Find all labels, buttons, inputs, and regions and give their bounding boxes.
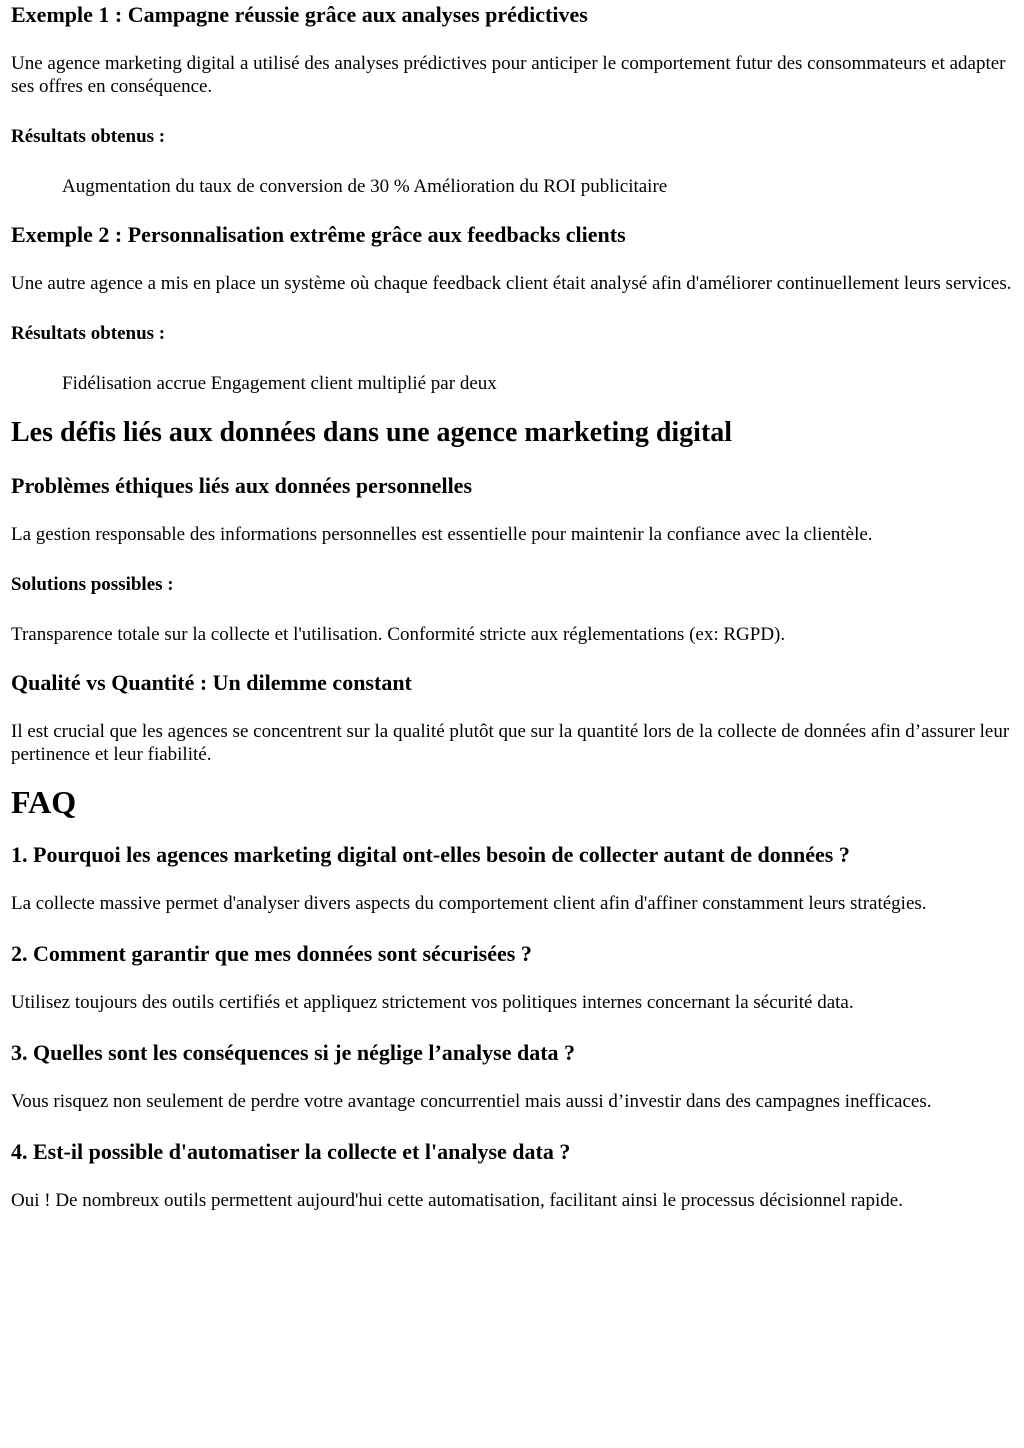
- faq-question-2: 2. Comment garantir que mes données sont sécurisées ?: [11, 941, 532, 966]
- solutions-text: Transparence totale sur la collecte et l'utilisation. Conformité stricte aux réglementations (ex: RGPD).: [11, 624, 786, 645]
- example-2-body: Une autre agence a mis en place un système où chaque feedback client était analysé afin d'améliorer continuellement leurs services.: [11, 273, 1012, 294]
- quality-heading: Qualité vs Quantité : Un dilemme constant: [11, 670, 412, 695]
- ethics-body: La gestion responsable des informations personnelles est essentielle pour maintenir la confiance avec la clientèle.: [11, 524, 873, 545]
- example-1-results-label-text: Résultats obtenus :: [11, 126, 166, 147]
- example-1-results-label: [11, 125, 1013, 148]
- solutions-label: [11, 573, 1013, 596]
- example-1-results: Augmentation du taux de conversion de 30 % Amélioration du ROI publicitaire: [62, 176, 668, 197]
- faq-question-1: 1. Pourquoi les agences marketing digital ont-elles besoin de collecter autant de données ?: [11, 842, 850, 867]
- faq-answer-3: Vous risquez non seulement de perdre votre avantage concurrentiel mais aussi d’investir dans des campagnes inefficaces.: [11, 1091, 932, 1112]
- solutions-label-text: Solutions possibles :: [11, 574, 174, 595]
- faq-question-4: 4. Est-il possible d'automatiser la collecte et l'analyse data ?: [11, 1139, 571, 1164]
- ethics-heading: Problèmes éthiques liés aux données personnelles: [11, 473, 473, 498]
- example-2-results-label-text: Résultats obtenus :: [11, 323, 166, 344]
- faq-answer-4: Oui ! De nombreux outils permettent aujourd'hui cette automatisation, facilitant ainsi le processus décisionnel rapide.: [11, 1190, 903, 1211]
- example-1-heading: Exemple 1 : Campagne réussie grâce aux analyses prédictives: [11, 2, 588, 27]
- example-1-body: Une agence marketing digital a utilisé des analyses prédictives pour anticiper le comportement futur des consommateurs et adapter ses offres en conséquence.: [11, 53, 1006, 97]
- example-2-results-label: [11, 322, 1013, 345]
- quality-body: Il est crucial que les agences se concentrent sur la qualité plutôt que sur la quantité lors de la collecte de données afin d’assurer leur pertinence et leur fiabilité.: [11, 721, 1010, 765]
- faq-question-3: 3. Quelles sont les conséquences si je néglige l’analyse data ?: [11, 1040, 576, 1065]
- challenges-heading: Les défis liés aux données dans une agence marketing digital: [11, 417, 733, 448]
- article-content: [0, 2, 1024, 1212]
- faq-answer-1: La collecte massive permet d'analyser divers aspects du comportement client afin d'affiner constamment leurs stratégies.: [11, 893, 927, 914]
- faq-answer-2: Utilisez toujours des outils certifiés et appliquez strictement vos politiques internes concernant la sécurité data.: [11, 992, 854, 1013]
- faq-heading: FAQ: [11, 784, 77, 820]
- example-2-results: Fidélisation accrue Engagement client multiplié par deux: [62, 373, 497, 394]
- example-2-heading: Exemple 2 : Personnalisation extrême grâce aux feedbacks clients: [11, 222, 626, 247]
